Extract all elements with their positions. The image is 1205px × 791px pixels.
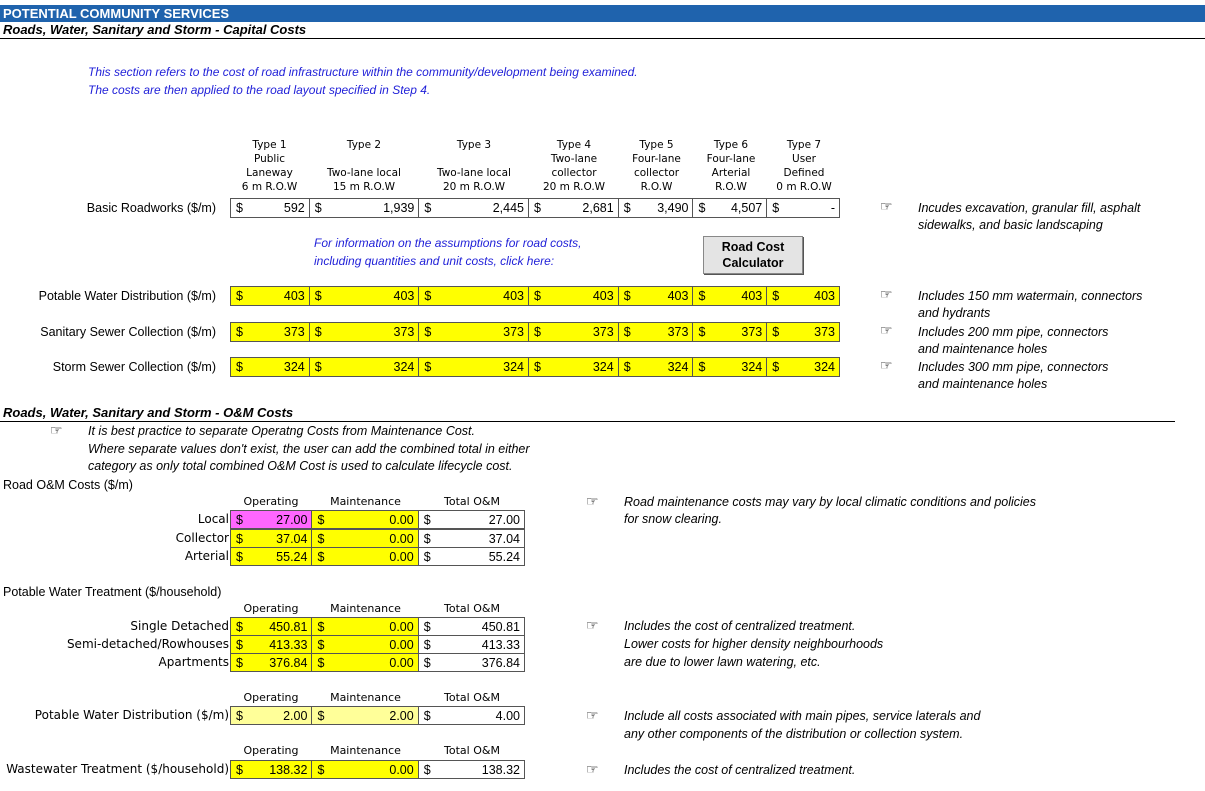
type-header-line: Type 2 [346, 139, 382, 151]
type-header-line: Type 4 [556, 139, 592, 151]
currency-symbol: $ [534, 360, 541, 374]
pointing-hand-icon: ☞ [880, 198, 893, 214]
om-row [230, 529, 525, 548]
cost-cell[interactable] [419, 199, 529, 217]
om-note: Includes the cost of centralized treatment. [624, 763, 856, 777]
om-row-label: Local [197, 512, 229, 526]
currency-symbol: $ [236, 549, 243, 564]
type-header-line [419, 152, 529, 166]
om-row-label: Semi-detached/Rowhouses [66, 637, 229, 651]
om-value: 55.24 [488, 549, 520, 564]
currency-symbol: $ [623, 201, 631, 215]
currency-symbol: $ [772, 289, 780, 303]
cost-value: 373 [667, 325, 689, 339]
cost-cell[interactable] [529, 199, 619, 217]
row-note-line-1: Incudes excavation, granular fill, asphalt [918, 201, 1141, 215]
cost-row [230, 286, 840, 306]
om-value: 450.81 [269, 619, 308, 634]
currency-symbol: $ [534, 289, 541, 303]
cost-value: 324 [667, 360, 689, 374]
currency-symbol: $ [423, 619, 431, 634]
cost-cell[interactable] [693, 358, 767, 376]
cost-cell[interactable] [310, 358, 420, 376]
om-note: Lower costs for higher density neighbourhoods [624, 637, 884, 651]
om-value: 37.04 [488, 531, 520, 546]
om-value: 413.33 [481, 637, 520, 652]
om-total-cell [419, 548, 524, 565]
cost-value: 373 [592, 325, 614, 339]
row-label: Sanitary Sewer Collection ($/m) [40, 325, 216, 339]
type-header-line: collector [633, 167, 680, 179]
currency-symbol: $ [698, 201, 706, 215]
currency-symbol: $ [623, 289, 631, 303]
currency-symbol: $ [236, 289, 243, 303]
cost-cell[interactable] [529, 323, 619, 341]
road-type-header [309, 138, 419, 194]
cost-cell[interactable] [529, 287, 619, 305]
type-header-line: Two-lane local [327, 167, 401, 179]
om-note: Include all costs associated with main pipes, service laterals and [624, 709, 981, 723]
pointing-hand-icon: ☞ [586, 707, 599, 723]
om-operating-cell[interactable] [231, 636, 312, 653]
cost-cell[interactable] [231, 287, 310, 305]
om-row [230, 760, 525, 779]
currency-symbol: $ [236, 762, 243, 777]
cost-value: 373 [283, 325, 305, 339]
om-maintenance-cell[interactable] [312, 761, 418, 778]
om-row [230, 635, 525, 654]
om-row-label: Single Detached [130, 619, 229, 633]
type-header-line: Type 1 [252, 139, 287, 151]
currency-symbol: $ [623, 325, 631, 339]
om-column-header: Maintenance [330, 495, 401, 508]
om-column-header: Operating [243, 691, 299, 704]
cost-cell[interactable] [767, 199, 839, 217]
om-column-header: Total O&M [444, 744, 500, 757]
road-type-header [768, 138, 840, 194]
cost-cell[interactable] [231, 323, 310, 341]
om-value: 0.00 [389, 531, 414, 546]
cost-value: 373 [393, 325, 415, 339]
om-value: 450.81 [481, 619, 520, 634]
cost-cell[interactable] [619, 358, 694, 376]
om-column-header: Total O&M [444, 602, 500, 615]
currency-symbol: $ [424, 360, 432, 374]
om-maintenance-cell[interactable] [312, 548, 418, 565]
type-header-line: collector [551, 167, 597, 179]
om-total-cell [419, 618, 524, 635]
capital-costs-title: Roads, Water, Sanitary and Storm - Capital Costs [3, 22, 307, 37]
cost-cell[interactable] [767, 358, 839, 376]
currency-symbol: $ [236, 512, 243, 527]
currency-symbol: $ [424, 201, 432, 215]
road-type-header [619, 138, 694, 194]
currency-symbol: $ [424, 325, 432, 339]
cost-value: 3,490 [657, 201, 689, 215]
currency-symbol: $ [623, 360, 631, 374]
type-header-line: Type 3 [456, 139, 492, 151]
row-note-line-2: and maintenance holes [918, 377, 1048, 391]
om-operating-cell[interactable] [231, 618, 312, 635]
om-row-label: Collector [175, 531, 229, 545]
cost-value: 403 [592, 289, 614, 303]
om-row [230, 706, 525, 725]
cost-value: 2,445 [492, 201, 524, 215]
cost-value: 2,681 [582, 201, 614, 215]
currency-symbol: $ [236, 325, 243, 339]
om-row-label: Apartments [158, 655, 229, 669]
row-note-line-1: Includes 200 mm pipe, connectors [918, 325, 1109, 339]
om-total-cell [419, 707, 524, 724]
currency-symbol: $ [317, 655, 325, 670]
om-value: 0.00 [389, 762, 414, 777]
row-label: Potable Water Distribution ($/m) [38, 289, 216, 303]
currency-symbol: $ [317, 512, 325, 527]
om-value: 138.32 [269, 762, 308, 777]
cost-value: 592 [283, 201, 305, 215]
om-row [230, 653, 525, 672]
type-header-line: Public [253, 153, 286, 165]
om-column-header: Total O&M [444, 691, 500, 704]
om-costs-title: Roads, Water, Sanitary and Storm - O&M Costs [3, 405, 294, 420]
om-value: 4.00 [495, 708, 520, 723]
om-note: for snow clearing. [624, 512, 722, 526]
water-treatment-title: Potable Water Treatment ($/household) [3, 585, 222, 599]
type-header-line: 20 m R.O.W [542, 181, 606, 193]
om-operating-cell[interactable] [231, 548, 312, 565]
intro-line-1: This section refers to the cost of road infrastructure within the community/development being examined. [88, 65, 638, 79]
om-operating-cell[interactable] [231, 654, 312, 671]
om-value: 2.00 [389, 708, 414, 723]
type-header-line: User [792, 153, 816, 165]
type-header-line: Four-lane [706, 153, 756, 165]
calc-button-line-1: Road Cost [721, 240, 785, 254]
cost-value: 373 [503, 325, 524, 339]
pointing-hand-icon: ☞ [880, 357, 893, 373]
divider [0, 38, 1205, 39]
cost-cell[interactable] [419, 358, 529, 376]
cost-value: 403 [283, 289, 305, 303]
cost-value: - [830, 201, 835, 215]
om-maintenance-cell[interactable] [312, 654, 418, 671]
om-value: 27.00 [488, 512, 520, 527]
info-line-1[interactable]: For information on the assumptions for road costs, [314, 236, 582, 250]
cost-value: 403 [667, 289, 689, 303]
om-value: 138.32 [481, 762, 520, 777]
cost-value: 403 [503, 289, 524, 303]
section-banner: POTENTIAL COMMUNITY SERVICES [0, 5, 1205, 22]
cost-cell[interactable] [310, 199, 420, 217]
currency-symbol: $ [772, 325, 780, 339]
type-header-line: R.O.W [715, 181, 747, 193]
currency-symbol: $ [314, 325, 322, 339]
currency-symbol: $ [423, 655, 431, 670]
om-value: 0.00 [389, 512, 414, 527]
currency-symbol: $ [534, 201, 541, 215]
pointing-hand-icon: ☞ [586, 761, 599, 777]
pointing-hand-icon: ☞ [880, 286, 893, 302]
currency-symbol: $ [423, 512, 431, 527]
om-note-line-2: Where separate values don't exist, the user can add the combined total in either [88, 442, 530, 456]
road-cost-calculator-button[interactable] [703, 236, 803, 274]
row-note-line-1: Includes 300 mm pipe, connectors [918, 360, 1109, 374]
row-note-line-2: and maintenance holes [918, 342, 1048, 356]
currency-symbol: $ [236, 531, 243, 546]
currency-symbol: $ [236, 201, 243, 215]
pointing-hand-icon: ☞ [880, 322, 893, 338]
type-header-line: Two-lane local [437, 167, 511, 179]
cost-cell[interactable] [419, 287, 529, 305]
om-total-cell [419, 761, 524, 778]
currency-symbol: $ [772, 360, 780, 374]
om-value: 37.04 [276, 531, 308, 546]
om-value: 0.00 [389, 619, 414, 634]
type-header-line: 15 m R.O.W [332, 181, 396, 193]
cost-value: 324 [393, 360, 415, 374]
currency-symbol: $ [317, 619, 325, 634]
type-header-line: Type 5 [639, 139, 674, 151]
currency-symbol: $ [317, 762, 325, 777]
om-value: 376.84 [269, 655, 308, 670]
road-om-title: Road O&M Costs ($/m) [3, 478, 133, 492]
row-label: Storm Sewer Collection ($/m) [52, 360, 216, 374]
currency-symbol: $ [698, 360, 706, 374]
cost-cell[interactable] [693, 323, 767, 341]
om-operating-cell[interactable] [231, 530, 312, 547]
row-note-line-2: sidewalks, and basic landscaping [918, 218, 1103, 232]
cost-cell[interactable] [310, 287, 420, 305]
cost-cell[interactable] [619, 199, 694, 217]
om-maintenance-cell[interactable] [312, 636, 418, 653]
currency-symbol: $ [698, 289, 706, 303]
pointing-hand-icon: ☞ [586, 493, 599, 509]
currency-symbol: $ [317, 531, 325, 546]
currency-symbol: $ [236, 360, 243, 374]
info-line-2[interactable]: including quantities and unit costs, click here: [314, 254, 555, 268]
row-label: Basic Roadworks ($/m) [86, 201, 216, 215]
cost-value: 403 [741, 289, 763, 303]
om-total-cell [419, 654, 524, 671]
om-column-header: Operating [243, 744, 299, 757]
cost-cell[interactable] [693, 287, 767, 305]
om-maintenance-cell[interactable] [312, 511, 418, 528]
om-operating-cell[interactable] [231, 511, 312, 528]
type-header-line: 20 m R.O.W [442, 181, 506, 193]
type-header-line [309, 152, 419, 166]
om-value: 27.00 [276, 512, 308, 527]
om-note-line-3: category as only total combined O&M Cost is used to calculate lifecycle cost. [88, 459, 513, 473]
om-maintenance-cell[interactable] [312, 530, 418, 547]
currency-symbol: $ [534, 325, 541, 339]
cost-value: 403 [814, 289, 835, 303]
om-maintenance-cell[interactable] [312, 707, 418, 724]
cost-row [230, 357, 840, 377]
currency-symbol: $ [423, 531, 431, 546]
om-column-header: Operating [243, 602, 299, 615]
currency-symbol: $ [314, 201, 322, 215]
currency-symbol: $ [236, 637, 243, 652]
cost-value: 373 [814, 325, 835, 339]
row-note-line-2: and hydrants [918, 306, 991, 320]
om-value: 0.00 [389, 549, 414, 564]
cost-row [230, 322, 840, 342]
type-header-line: R.O.W [640, 181, 673, 193]
pointing-hand-icon: ☞ [50, 422, 63, 438]
cost-cell[interactable] [419, 323, 529, 341]
type-header-line: Laneway [246, 167, 293, 179]
type-header-line: Type 7 [786, 139, 822, 151]
currency-symbol: $ [424, 289, 432, 303]
currency-symbol: $ [314, 360, 322, 374]
currency-symbol: $ [236, 655, 243, 670]
cost-cell[interactable] [529, 358, 619, 376]
cost-value: 1,939 [383, 201, 415, 215]
type-header-line: Arterial [711, 167, 751, 179]
om-value: 376.84 [481, 655, 520, 670]
om-operating-cell[interactable] [231, 707, 312, 724]
cost-cell[interactable] [619, 323, 694, 341]
om-row-label: Wastewater Treatment ($/household) [6, 762, 229, 776]
om-total-cell [419, 636, 524, 653]
om-total-cell [419, 530, 524, 547]
om-note: any other components of the distribution or collection system. [624, 727, 964, 741]
row-note-line-1: Includes 150 mm watermain, connectors [918, 289, 1143, 303]
type-header-line: 0 m R.O.W [776, 181, 832, 193]
currency-symbol: $ [772, 201, 780, 215]
type-header-line: Four-lane [632, 153, 681, 165]
om-value: 2.00 [283, 708, 308, 723]
om-value: 413.33 [269, 637, 308, 652]
om-column-header: Maintenance [330, 602, 401, 615]
road-type-header [529, 138, 619, 194]
road-type-header [694, 138, 768, 194]
om-value: 0.00 [389, 637, 414, 652]
road-type-header [419, 138, 529, 194]
cost-value: 324 [503, 360, 524, 374]
type-header-line: 6 m R.O.W [241, 181, 298, 193]
cost-cell[interactable] [619, 287, 694, 305]
cost-value: 403 [393, 289, 415, 303]
cost-value: 324 [741, 360, 763, 374]
om-row [230, 510, 525, 529]
currency-symbol: $ [236, 619, 243, 634]
intro-line-2: The costs are then applied to the road layout specified in Step 4. [88, 83, 431, 97]
cost-cell[interactable] [693, 199, 767, 217]
cost-cell[interactable] [310, 323, 420, 341]
om-column-header: Total O&M [444, 495, 500, 508]
cost-cell[interactable] [767, 323, 839, 341]
currency-symbol: $ [423, 708, 431, 723]
currency-symbol: $ [423, 637, 431, 652]
currency-symbol: $ [317, 637, 325, 652]
om-operating-cell[interactable] [231, 761, 312, 778]
om-note: Includes the cost of centralized treatment. [624, 619, 856, 633]
om-note: are due to lower lawn watering, etc. [624, 655, 821, 669]
om-row-label: Arterial [184, 549, 229, 563]
currency-symbol: $ [314, 289, 322, 303]
currency-symbol: $ [317, 708, 325, 723]
type-header-line: Type 6 [713, 139, 749, 151]
cost-cell[interactable] [767, 287, 839, 305]
om-value: 0.00 [389, 655, 414, 670]
cost-cell[interactable] [231, 358, 310, 376]
currency-symbol: $ [317, 549, 325, 564]
currency-symbol: $ [698, 325, 706, 339]
currency-symbol: $ [423, 762, 431, 777]
om-column-header: Maintenance [330, 744, 401, 757]
om-row [230, 617, 525, 636]
cost-value: 373 [741, 325, 763, 339]
om-maintenance-cell[interactable] [312, 618, 418, 635]
road-type-header [230, 138, 309, 194]
cost-value: 324 [592, 360, 614, 374]
cost-value: 4,507 [730, 201, 763, 215]
cost-cell[interactable] [231, 199, 310, 217]
om-note: Road maintenance costs may vary by local climatic conditions and policies [624, 495, 1036, 509]
om-column-header: Operating [243, 495, 299, 508]
om-note-line-1: It is best practice to separate Operatng Costs from Maintenance Cost. [88, 424, 475, 438]
cost-value: 324 [283, 360, 305, 374]
om-row [230, 547, 525, 566]
type-header-line: Two-lane [550, 153, 598, 165]
cost-row [230, 198, 840, 218]
type-header-line: Defined [783, 167, 825, 179]
divider [0, 421, 1175, 422]
cost-value: 324 [814, 360, 835, 374]
currency-symbol: $ [423, 549, 431, 564]
om-value: 55.24 [276, 549, 308, 564]
om-total-cell [419, 511, 524, 528]
calc-button-line-2: Calculator [722, 256, 784, 270]
om-row-label: Potable Water Distribution ($/m) [34, 708, 229, 722]
pointing-hand-icon: ☞ [586, 617, 599, 633]
currency-symbol: $ [236, 708, 243, 723]
om-column-header: Maintenance [330, 691, 401, 704]
